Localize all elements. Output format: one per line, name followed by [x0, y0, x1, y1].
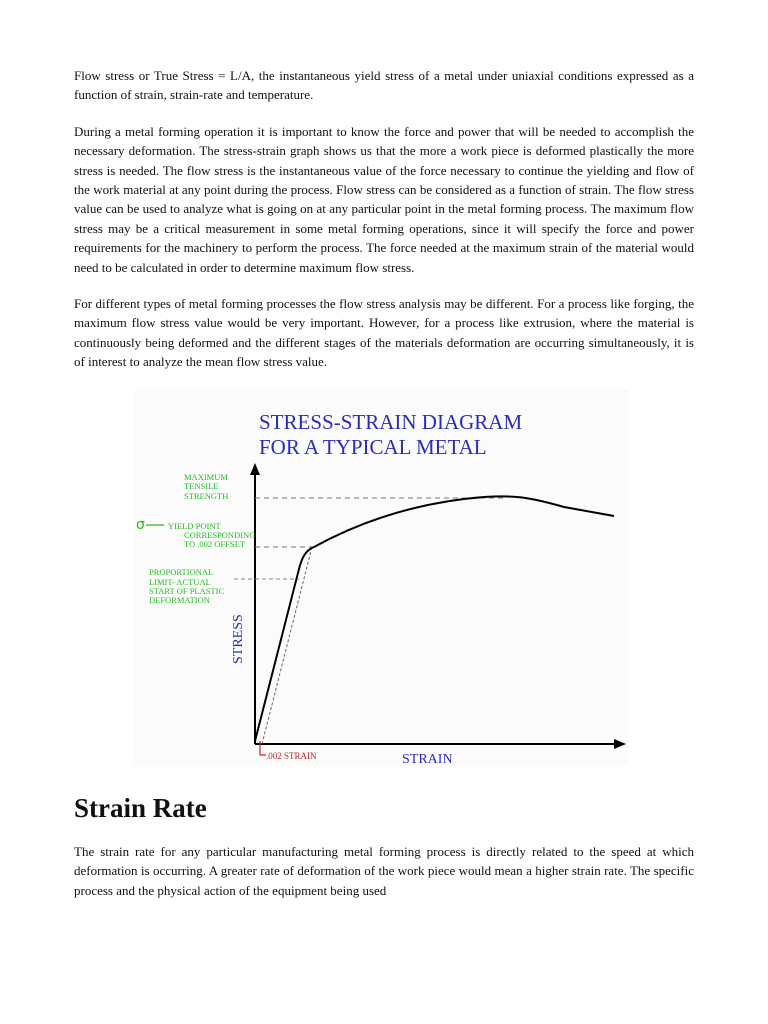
- section-heading: Strain Rate: [74, 792, 207, 823]
- offset-label: .002 STRAIN: [266, 750, 317, 761]
- diagram-title-line1: STRESS-STRAIN DIAGRAM: [259, 409, 523, 434]
- paragraph-strain-rate: The strain rate for any particular manufacturing metal forming process is directly related to the speed at which deformation is occurring. A greater rate of deformation of the work piece would mean a higher strain rate. The specific process and the physical action of the equipment being used: [74, 843, 694, 898]
- label-prop-line1: PROPORTIONAL: [149, 566, 214, 577]
- x-axis-label: STRAIN: [402, 751, 453, 765]
- label-uts-line2: TENSILE: [184, 480, 219, 491]
- paragraph-forming-processes: For different types of metal forming processes the flow stress analysis may be different. For a process like forging, the maximum flow stress value would be very important. However, for a process like extrusion, where the material is continuously being deformed and the different stages of the materials deformation are occurring simultaneously, it is of interest to analyze the mean flow stress value.: [74, 296, 694, 370]
- stress-strain-diagram: [134, 389, 628, 765]
- label-prop-line3: START OF PLASTIC: [149, 585, 225, 596]
- label-yield-line1: YIELD POINT: [168, 520, 221, 531]
- label-yield-line2: CORRESPONDING: [184, 529, 256, 540]
- label-prop-line4: DEFORMATION: [149, 594, 210, 605]
- label-uts-line3: STRENGTH: [184, 490, 229, 501]
- sigma-icon: σ: [136, 516, 145, 533]
- paragraph-metal-forming-force: During a metal forming operation it is important to know the force and power that will be needed to accomplish the necessary deformation. The stress-strain graph shows us that the more a work piece is deformed plastically the more stress is needed. The flow stress is the instantaneous value of the force necessary to continue the yielding and flow of the work material at any point during the process. Flow stress can be considered as a function of strain. The flow stress value can be used to analyze what is going on at any particular point in the metal forming process. The maximum flow stress may be a critical measurement in some metal forming operations, since it will specify the force and power requirements for the machinery to perform the process. The force needed at the maximum strain of the material would need to be calculated in order to determine maximum flow stress.: [74, 123, 694, 275]
- diagram-title-line2: FOR A TYPICAL METAL: [259, 434, 487, 459]
- label-uts-line1: MAXIMUM: [184, 471, 228, 482]
- document-page: [74, 66, 694, 917]
- y-axis-label: STRESS: [231, 613, 246, 664]
- label-yield-line3: TO .002 OFFSET: [184, 538, 246, 549]
- paragraph-flow-stress-definition: Flow stress or True Stress = L/A, the instantaneous yield stress of a metal under uniaxial conditions expressed as a function of strain, strain-rate and temperature.: [74, 68, 694, 103]
- label-prop-line2: LIMIT- ACTUAL: [149, 576, 211, 587]
